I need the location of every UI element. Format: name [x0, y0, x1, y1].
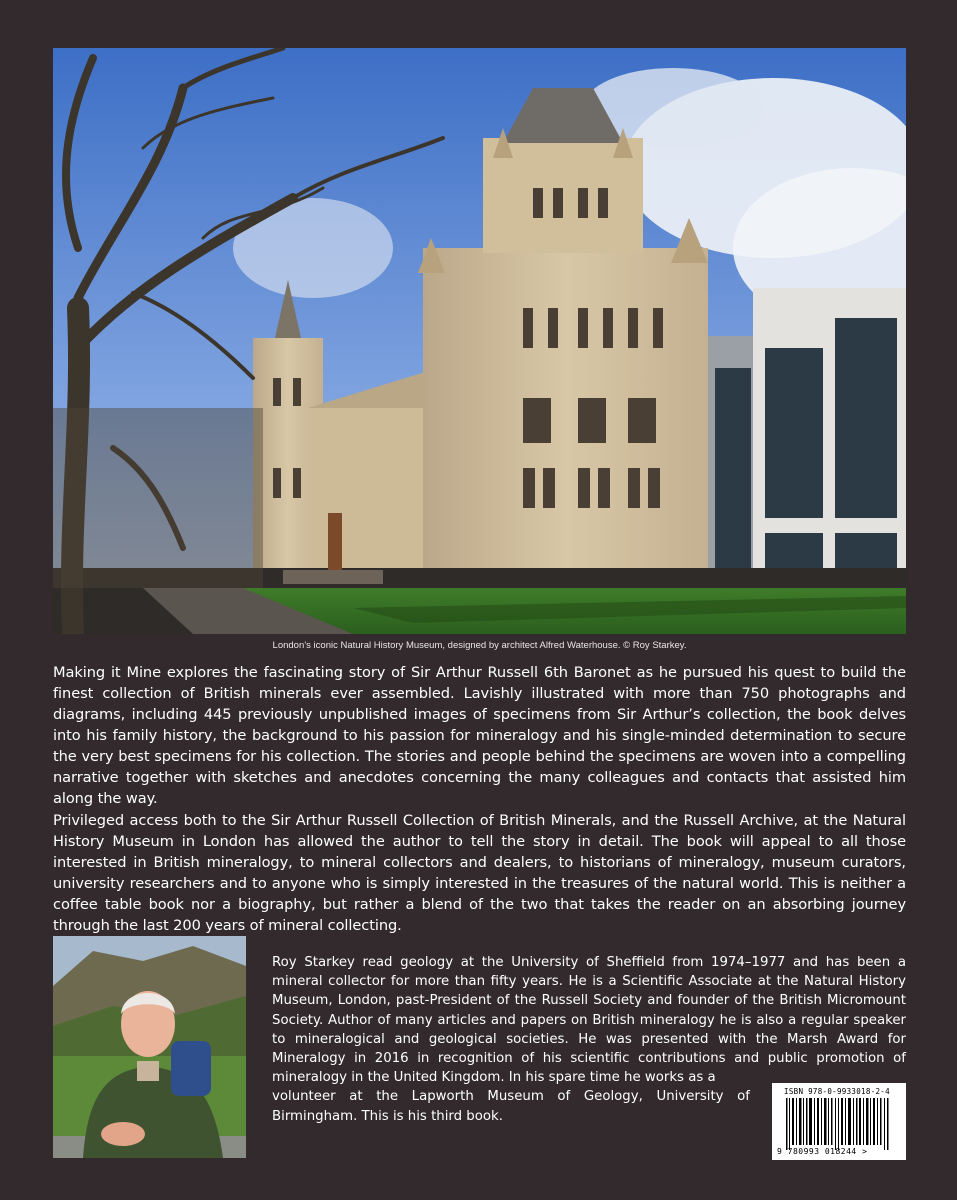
ean-digits: 9 780993 018244 >: [777, 1147, 868, 1156]
author-bio-text: Roy Starkey read geology at the University of Sheffield from 1974–1977 and has been a mineral collector for more than fifty years. He is a Scientific Associate at the Natural History Museum, London, past-President of the Russell Society and founder of the British Micromount Society. Author of many articles and papers on British mineralogy he is also a regular speaker to mineralogical and geological societies. He was presented with the Marsh Award for Mineralogy in 2016 in recognition of his scientific contributions and public promotion of mineralogy in the United Kingdom. In his spare time he works as a: [272, 955, 906, 1086]
author-photo: [53, 936, 246, 1158]
author-bio-text-continued: volunteer at the Lapworth Museum of Geology, University of Birmingham. This is his third book.: [272, 1089, 750, 1124]
museum-photo: [53, 48, 906, 634]
photo-caption: London’s iconic Natural History Museum, designed by architect Alfred Waterhouse. © Roy Starkey.: [272, 640, 687, 651]
barcode: [772, 1083, 906, 1160]
description-paragraph-2: Privileged access both to the Sir Arthur Russell Collection of British Minerals, and the Russell Archive, at the Natural History Museum in London has allowed the author to tell the story in detail. The book will appeal to all those interested in British mineralogy, to mineral collectors and dealers, to historians of mineralogy, museum curators, university researchers and to anyone who is simply interested in the treasures of the natural world. This is neither a coffee table book nor a biography, but rather a blend of the two that takes the reader on an absorbing journey through the last 200 years of mineral collecting.: [53, 812, 906, 934]
museum-illustration: [53, 48, 906, 634]
author-illustration: [53, 936, 246, 1158]
isbn-label: ISBN 978-0-9933018-2-4: [784, 1087, 890, 1096]
description-paragraph-1: Making it Mine explores the fascinating story of Sir Arthur Russell 6th Baronet as he pursued his quest to build the finest collection of British minerals ever assembled. Lavishly illustrated with more than 750 photographs and diagrams, including 445 previously unpublished images of specimens from Sir Arthur’s collection, the book delves into his family history, the background to his passion for mineralogy and his single-minded determination to secure the very best specimens for his collection. The stories and people behind the specimens are woven into a compelling narrative together with sketches and anecdotes concerning the many colleagues and contacts that assisted him along the way.: [53, 664, 906, 807]
